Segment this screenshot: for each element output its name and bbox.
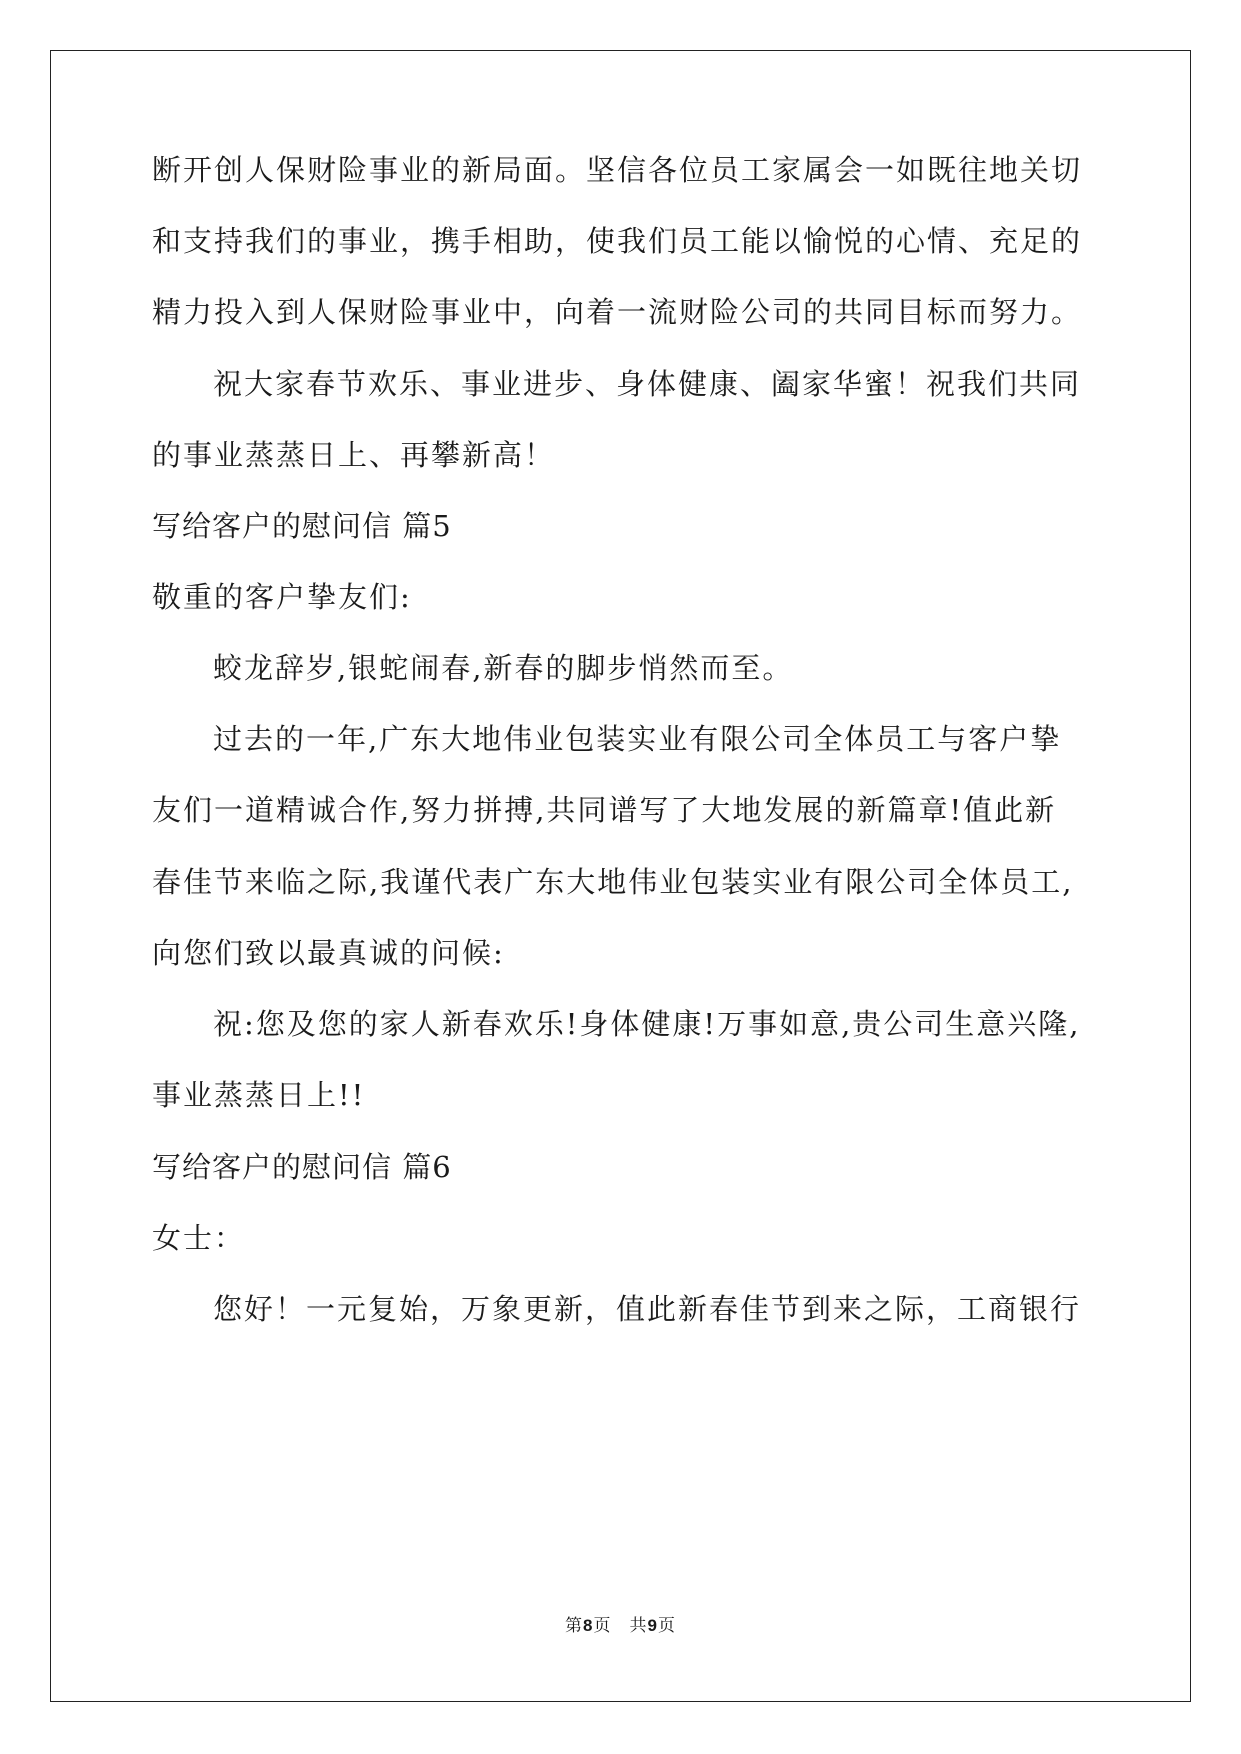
total-pages-number: 9 xyxy=(647,1616,658,1635)
footer-prefix: 第 xyxy=(565,1616,584,1636)
current-page-number: 8 xyxy=(583,1616,594,1635)
salutation: 敬重的客户挚友们: xyxy=(152,580,412,614)
footer-mid: 页 共 xyxy=(593,1616,648,1636)
paragraph-line: 友们一道精诚合作,努力拼搏,共同谱写了大地发展的新篇章!值此新 xyxy=(152,793,1057,827)
section-heading: 写给客户的慰问信 篇5 xyxy=(152,509,452,543)
paragraph-line: 断开创人保财险事业的新局面。坚信各位员工家属会一如既往地关切 xyxy=(152,153,1083,187)
page-footer xyxy=(0,1615,1241,1637)
paragraph-line: 蛟龙辞岁,银蛇闹春,新春的脚步悄然而至。 xyxy=(213,651,794,685)
section-heading: 写给客户的慰问信 篇6 xyxy=(152,1150,452,1184)
paragraph-line: 的事业蒸蒸日上、再攀新高！ xyxy=(152,438,556,472)
paragraph-line: 祝:您及您的家人新春欢乐!身体健康!万事如意,贵公司生意兴隆, xyxy=(213,1007,1081,1041)
paragraph-line: 和支持我们的事业，携手相助，使我们员工能以愉悦的心情、充足的 xyxy=(152,224,1083,258)
salutation: 女士： xyxy=(152,1221,246,1255)
paragraph-line: 您好！一元复始，万象更新，值此新春佳节到来之际，工商银行 xyxy=(213,1292,1082,1326)
paragraph-line: 祝大家春节欢乐、事业进步、身体健康、阖家华蜜！祝我们共同 xyxy=(213,367,1082,401)
paragraph-line: 过去的一年,广东大地伟业包装实业有限公司全体员工与客户挚 xyxy=(213,722,1062,756)
paragraph-line: 事业蒸蒸日上!! xyxy=(152,1078,366,1112)
paragraph-line: 春佳节来临之际,我谨代表广东大地伟业包装实业有限公司全体员工, xyxy=(152,865,1074,899)
paragraph-line: 精力投入到人保财险事业中，向着一流财险公司的共同目标而努力。 xyxy=(152,295,1083,329)
footer-suffix: 页 xyxy=(657,1616,676,1636)
paragraph-line: 向您们致以最真诚的问候: xyxy=(152,936,505,970)
